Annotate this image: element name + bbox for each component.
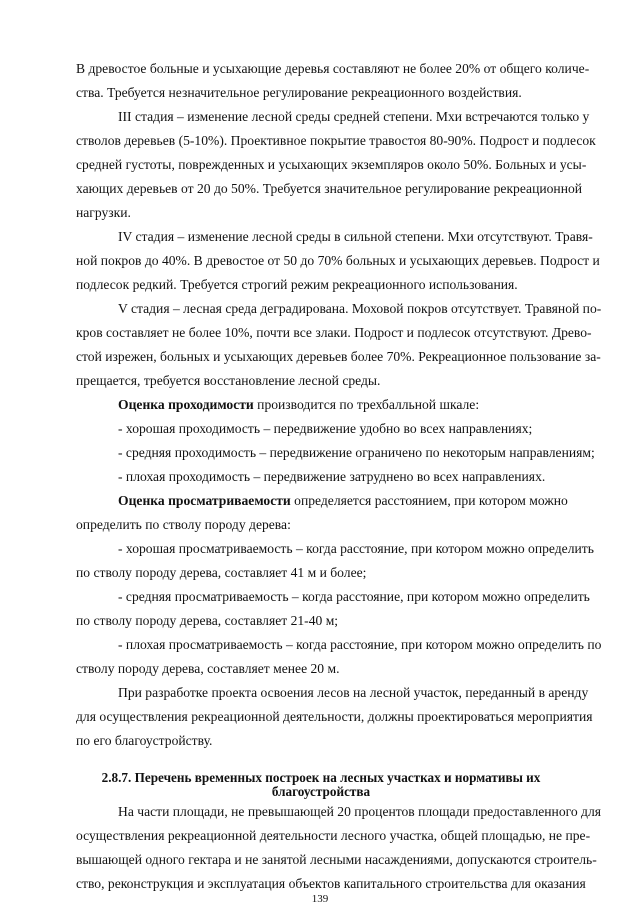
passability-term: Оценка проходимости bbox=[118, 397, 254, 412]
text-line: определить по стволу породу дерева: bbox=[76, 517, 291, 532]
list-item: - средняя проходимость – передвижение ограничено по некоторым направлениям; bbox=[118, 445, 595, 460]
text-line: V стадия – лесная среда деградирована. Моховой покров отсутствует. Травяной по- bbox=[118, 301, 602, 316]
text-line: по стволу породу дерева, составляет 21-40 м; bbox=[76, 613, 339, 628]
text-line: ства. Требуется незначительное регулирование рекреационного воздействия. bbox=[76, 85, 522, 100]
page-number: 139 bbox=[311, 893, 329, 905]
text-line: для осуществления рекреационной деятельности, должны проектироваться мероприятия bbox=[76, 709, 593, 724]
list-item: - хорошая проходимость – передвижение удобно во всех направлениях; bbox=[118, 421, 533, 436]
text-line: по его благоустройству. bbox=[76, 733, 213, 748]
list-item: - плохая просматриваемость – когда расстояние, при котором можно определить по bbox=[118, 637, 602, 652]
text-line: нагрузки. bbox=[76, 205, 131, 220]
text-line: хающих деревьев от 20 до 50%. Требуется значительное регулирование рекреационной bbox=[76, 181, 583, 196]
text-line: стволов деревьев (5-10%). Проективное покрытие травостоя 80-90%. Подрост и подлесок bbox=[76, 133, 596, 148]
text-line: стой изрежен, больных и усыхающих деревьев более 70%. Рекреационное пользование за- bbox=[76, 349, 601, 364]
visibility-text: определяется расстоянием, при котором можно bbox=[290, 493, 568, 508]
text-line: При разработке проекта освоения лесов на лесной участок, переданный в аренду bbox=[118, 685, 589, 700]
text-line: ство, реконструкция и эксплуатация объектов капитального строительства для оказания bbox=[76, 876, 586, 891]
text-line: В древостое больные и усыхающие деревья составляют не более 20% от общего количе- bbox=[76, 61, 590, 76]
text-line: по стволу породу дерева, составляет 41 м и более; bbox=[76, 565, 367, 580]
visibility-term: Оценка просматриваемости bbox=[118, 493, 291, 508]
list-item: - хорошая просматриваемость – когда расстояние, при котором можно определить bbox=[118, 541, 594, 556]
text-line: IV стадия – изменение лесной среды в сильной степени. Мхи отсутствуют. Травя- bbox=[118, 229, 593, 244]
list-item: - средняя просматриваемость – когда расстояние, при котором можно определить bbox=[118, 589, 590, 604]
section-heading: 2.8.7. Перечень временных построек на лесных участках и нормативы их bbox=[101, 770, 541, 785]
text-line: ной покров до 40%. В древостое от 50 до 70% больных и усыхающих деревьев. Подрост и bbox=[76, 253, 600, 268]
text-line: стволу породу дерева, составляет менее 20 м. bbox=[76, 661, 340, 676]
text-line: средней густоты, поврежденных и усыхающих экземпляров около 50%. Больных и усы- bbox=[76, 157, 587, 172]
text-line: кров составляет не более 10%, почти все злаки. Подрост и подлесок отсутствуют. Древо- bbox=[76, 325, 592, 340]
text-line: подлесок редкий. Требуется строгий режим рекреационного использования. bbox=[76, 277, 518, 292]
list-item: - плохая проходимость – передвижение затруднено во всех направлениях. bbox=[118, 469, 546, 484]
section-heading-continued: благоустройства bbox=[271, 784, 371, 799]
text-line: осуществления рекреационной деятельности лесного участка, общей площадью, не пре- bbox=[76, 828, 591, 843]
text-line: III стадия – изменение лесной среды средней степени. Мхи встречаются только у bbox=[118, 109, 590, 124]
text-line: вышающей одного гектара и не занятой лесными насаждениями, допускаются строитель- bbox=[76, 852, 597, 867]
passability-intro bbox=[118, 397, 566, 413]
passability-text: производится по трехбалльной шкале: bbox=[253, 397, 480, 412]
text-line: прещается, требуется восстановление лесной среды. bbox=[76, 373, 381, 388]
text-line: На части площади, не превышающей 20 процентов площади предоставленного для bbox=[118, 804, 602, 819]
visibility-intro bbox=[118, 493, 566, 509]
